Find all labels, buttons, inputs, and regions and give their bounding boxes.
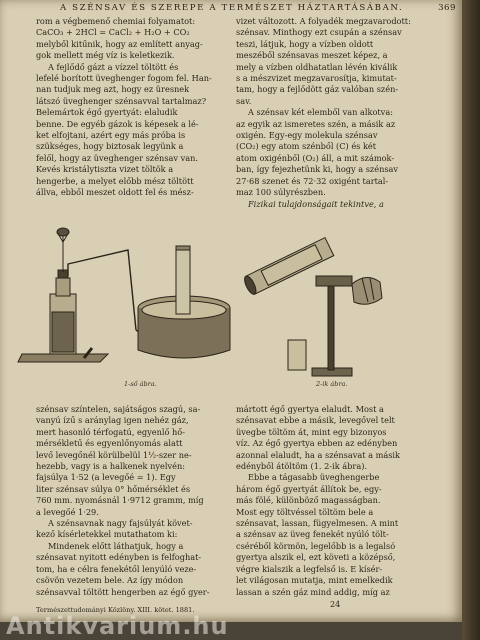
text-line: vanyú ízű s aránylag igen nehéz gáz, (36, 415, 189, 426)
text-line: lassan a szén gáz mind addig, míg az (236, 586, 390, 597)
text-line: oxigén. Egy-egy molekula szénsav (236, 130, 378, 141)
text-line: szükséges, hogy biztosak legyünk a (36, 141, 184, 152)
text-line: mérsékletű és egyenlőnyomás alatt (36, 438, 183, 449)
text-line: fajsúlya 1·52 (a levegőé = 1). Egy (36, 472, 176, 483)
text-line: A szénsav két elemből van alkotva: (248, 107, 393, 118)
text-line: hezebb, vagy is a halkenek nyelvén: (36, 461, 185, 472)
watermark-logo (0, 612, 480, 640)
text-line: végre kialszik a legfelső is. E kísér- (236, 563, 383, 574)
text-line: vizet változott. A folyadék megzavarodott: (236, 16, 411, 26)
watermark-text: Antikvarium.hu (6, 612, 229, 640)
text-line: A szénsavnak nagy fajsúlyát követ- (48, 518, 193, 529)
text-line: kező kísérletekkel mutathatom ki: (36, 529, 178, 540)
text-line: a szénsav az üveg fenekét nyúló tölt- (236, 529, 389, 540)
book-spine (462, 0, 480, 640)
text-line: Ebbe a tágasabb üveghengerbe (248, 472, 380, 483)
text-line: azonnal elaludt, ha a szénsavat a másik (236, 449, 401, 460)
text-line: 760 mm. nyomásnál 1·9712 gramm, míg (36, 495, 204, 506)
running-header (40, 3, 460, 15)
text-line: tam, hogy a fejlődött gáz valóban szén- (236, 84, 399, 95)
text-line: liter szénsav súlya 0° hőmérséklet és (36, 483, 191, 494)
text-line: cséréből körmön, legelőbb is a legalsó (236, 540, 396, 551)
text-line: szénsavat, lassan, fügyelmesen. A mint (236, 518, 399, 529)
text-line: rom a végbemenő chemiai folyamatot: (36, 16, 196, 26)
text-line: edényből átöltöm (1. 2-ik ábra). (236, 461, 368, 472)
text-line: Fizikai tulajdonságait tekintve, a (248, 198, 384, 209)
signature-mark: 24 (330, 600, 341, 609)
text-line: más fölé, különböző magasságban. (236, 495, 381, 506)
running-title: A SZÉNSAV ÉS SZEREPE A TERMÉSZET HÁZTARTÁSÁBAN. (60, 3, 404, 13)
text-line: állva, ebből meszet oldott fel és mész- (36, 187, 194, 198)
text-line: az egyik az ismeretes szén, a másik az (236, 118, 396, 129)
text-line: szénsavat nyitott edényben is felfoghat- (36, 552, 202, 563)
text-line: üvegbe töltöm át, mint egy bizonyos (236, 426, 387, 437)
text-line: szénsav. Minthogy ezt csupán a szénsav (236, 27, 402, 38)
text-line: szénsavval töltött hengerben az égő gyer- (36, 586, 210, 597)
text-line: mely a vízben oldhatatlan lévén kiválik (236, 61, 398, 72)
text-line: Mindenek előtt láthatjuk, hogy a (48, 540, 184, 551)
figure-1-caption: 1-ső ábra. (124, 380, 157, 388)
figure-2-apparatus (242, 238, 382, 376)
text-line: három égő gyertyát állítok be, egy- (236, 483, 382, 494)
text-line: let világosan mutatja, mint emelkedik (236, 575, 393, 586)
text-line: tom, ha e célra fenekétől lenyúló veze- (36, 563, 197, 574)
text-line: gok mellett még víz is keletkezik. (36, 50, 175, 61)
text-line: szénsavat ebbe a másik, levegővel telt (236, 415, 395, 426)
bottom-right-column (236, 404, 432, 598)
text-line: 27·68 szenet és 72·32 oxigént tartal- (236, 175, 389, 186)
text-line: ban, így fejezhetünk ki, hogy a szénsav (236, 164, 399, 175)
text-line: atom oxigénből (O₂) áll, a mit számok- (236, 152, 395, 163)
text-line: levő levegőnél körülbelül 1½-szer ne- (36, 449, 192, 460)
text-line: sav. (236, 95, 252, 106)
chemical-equation: CaCO₃ + 2HCl = CaCl₂ + H₂O + CO₂ (36, 27, 190, 38)
text-line: a levegőé 1·29. (36, 506, 99, 517)
text-line: gyertya alszik el, ezt követi a középső, (236, 552, 396, 563)
text-line: mert hasonló térfogatú, egyenlő hő- (36, 426, 185, 437)
bottom-left-column (36, 404, 228, 598)
text-line: felől, hogy az üveghenger szénsav van. (36, 152, 199, 163)
text-line: melyből kitűnik, hogy az említett anyag- (36, 38, 203, 49)
text-line: Most egy töltvéssel töltöm bele a (236, 506, 374, 517)
page-number: 369 (438, 3, 456, 13)
text-line: (CO₂) egy atom szénből (C) és két (236, 141, 377, 152)
illustration-area (16, 212, 452, 390)
text-line: csövön vezetem bele. Az így módon (36, 575, 184, 586)
top-right-column (236, 16, 432, 210)
text-line: ket elfojtani, azért egy más próba is (36, 130, 186, 141)
engraving-figures (16, 212, 452, 390)
text-line: szénsav színtelen, sajátságos szagú, sa- (36, 404, 201, 414)
text-line: s a mészvizet megzavarosítja, kimutat- (236, 73, 397, 84)
text-line: hengerbe, a melyet előbb mész töltött (36, 175, 194, 186)
text-line: maz 100 súlyrészben. (236, 187, 326, 198)
text-line: lefelé borított üveghenger fogom fel. Han- (36, 73, 212, 84)
text-line: Kevés kristálytiszta vizet töltök a (36, 164, 174, 175)
text-line: mártott égő gyertya elaludt. Most a (236, 404, 384, 414)
figure-2-caption: 2-ik ábra. (316, 380, 348, 388)
text-line: A fejlődő gázt a vízzel töltött és (48, 61, 179, 72)
text-line: meszéből szénsavas meszet képez, a (236, 50, 388, 61)
text-line: víz. Az égő gyertya ebben az edényben (236, 438, 398, 449)
text-line: látszó üveghenger szénsavval tartalmaz? (36, 95, 207, 106)
top-left-column (36, 16, 228, 199)
text-line: teszi, látjuk, hogy a vízben oldott (236, 38, 374, 49)
figure-1-apparatus (18, 228, 230, 362)
journal-footer: Természettudományi Közlöny. XIII. kötet. 1881. (36, 606, 195, 614)
text-line: nan tudjuk meg azt, hogy ez üresnek (36, 84, 190, 95)
text-line: Belemártok égő gyertyát: elaludik (36, 107, 178, 118)
text-line: benne. De egyéb gázok is képesek a lé- (36, 118, 199, 129)
